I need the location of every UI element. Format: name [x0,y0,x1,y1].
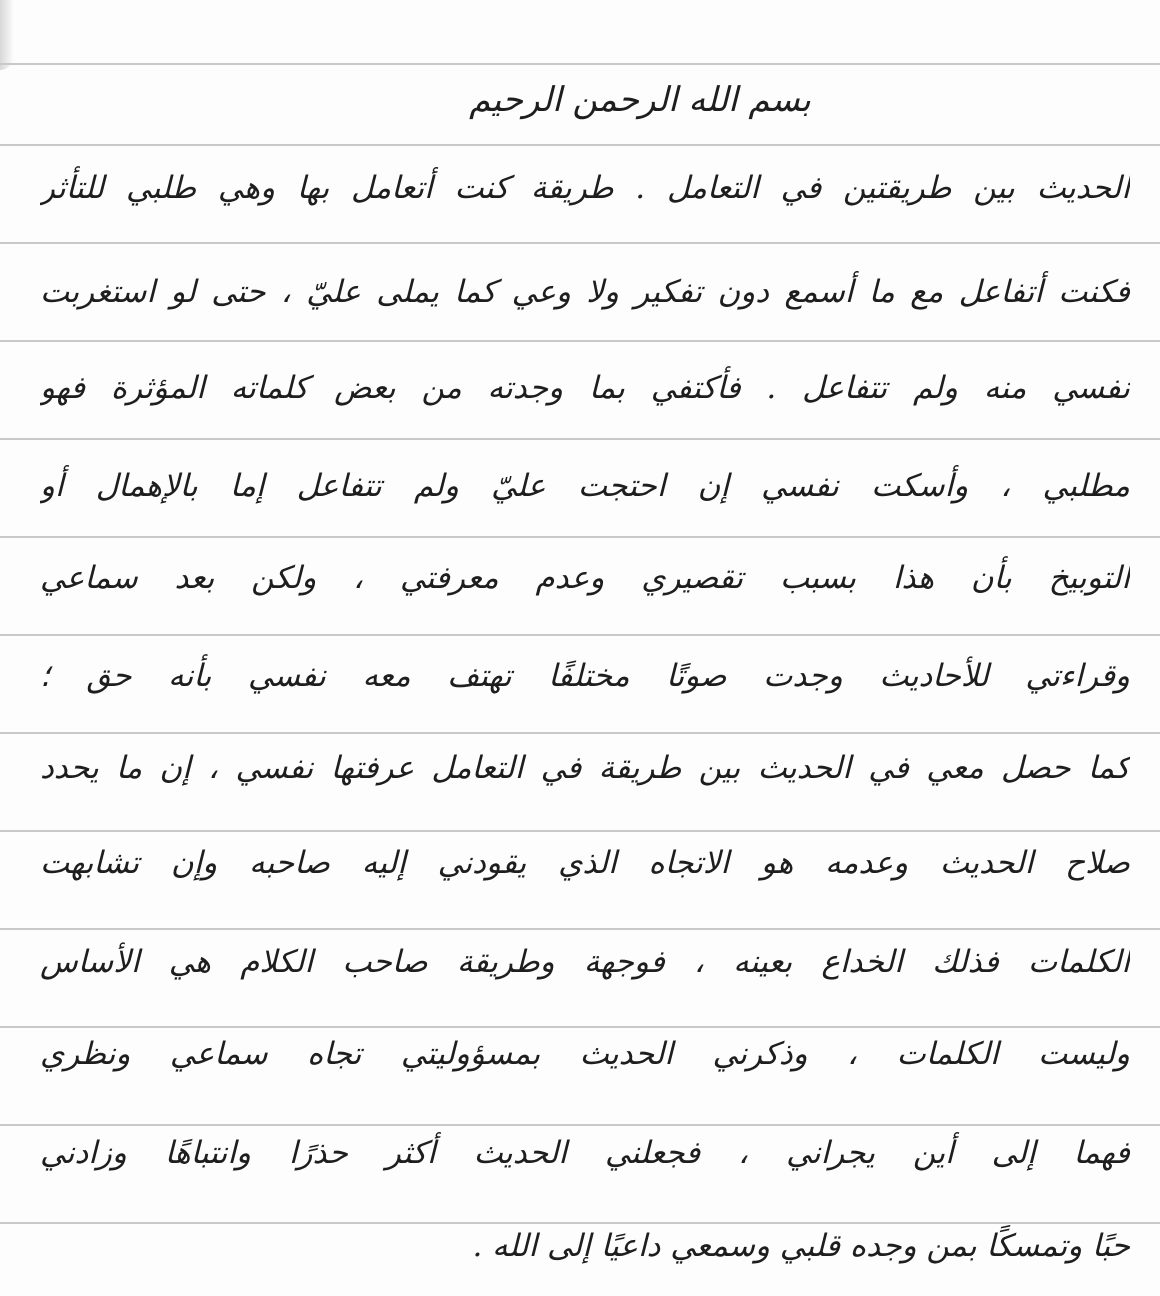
ruled-line [0,634,1160,636]
text-line-4: مطلبي ، وأسكت نفسي إن احتجت عليّ ولم تتفاعل إما بالإهمال أو [40,468,1130,504]
text-line-8: صلاح الحديث وعدمه هو الاتجاه الذي يقودني إليه صاحبه وإن تشابهت [40,845,1130,881]
basmala-heading: بسم الله الرحمن الرحيم [469,80,811,120]
ruled-line [0,242,1160,244]
text-line-7: كما حصل معي في الحديث بين طريقة في التعامل عرفتها نفسي ، إن ما يحدد [40,750,1130,786]
text-line-12: حبًا وتمسكًا بمن وجده قلبي وسمعي داعيًا إلى الله . [472,1228,1130,1264]
ruled-line [0,536,1160,538]
ruled-line [0,732,1160,734]
text-line-3: نفسي منه ولم تتفاعل . فأكتفي بما وجدته من بعض كلماته المؤثرة فهو [40,370,1130,406]
text-line-10: وليست الكلمات ، وذكرني الحديث بمسؤوليتي تجاه سماعي ونظري [40,1036,1130,1072]
text-line-11: فهما إلى أين يجراني ، فجعلني الحديث أكثر حذرًا وانتباهًا وزادني [40,1135,1130,1171]
page-corner-shadow [0,0,14,70]
text-line-1: الحديث بين طريقتين في التعامل . طريقة كنت أتعامل بها وهي طلبي للتأثر [40,170,1130,206]
ruled-line [0,928,1160,930]
text-line-2: فكنت أتفاعل مع ما أسمع دون تفكير ولا وعي كما يملى عليّ ، حتى لو استغربت [40,274,1130,310]
ruled-line [0,63,1160,65]
ruled-line [0,830,1160,832]
text-line-5: التوبيخ بأن هذا بسبب تقصيري وعدم معرفتي ، ولكن بعد سماعي [40,560,1130,596]
ruled-line [0,144,1160,146]
ruled-line [0,340,1160,342]
text-line-6: وقراءتي للأحاديث وجدت صوتًا مختلفًا تهتف معه نفسي بأنه حق ؛ [40,658,1130,694]
ruled-line [0,438,1160,440]
text-line-9: الكلمات فذلك الخداع بعينه ، فوجهة وطريقة صاحب الكلام هي الأساس [40,944,1130,980]
